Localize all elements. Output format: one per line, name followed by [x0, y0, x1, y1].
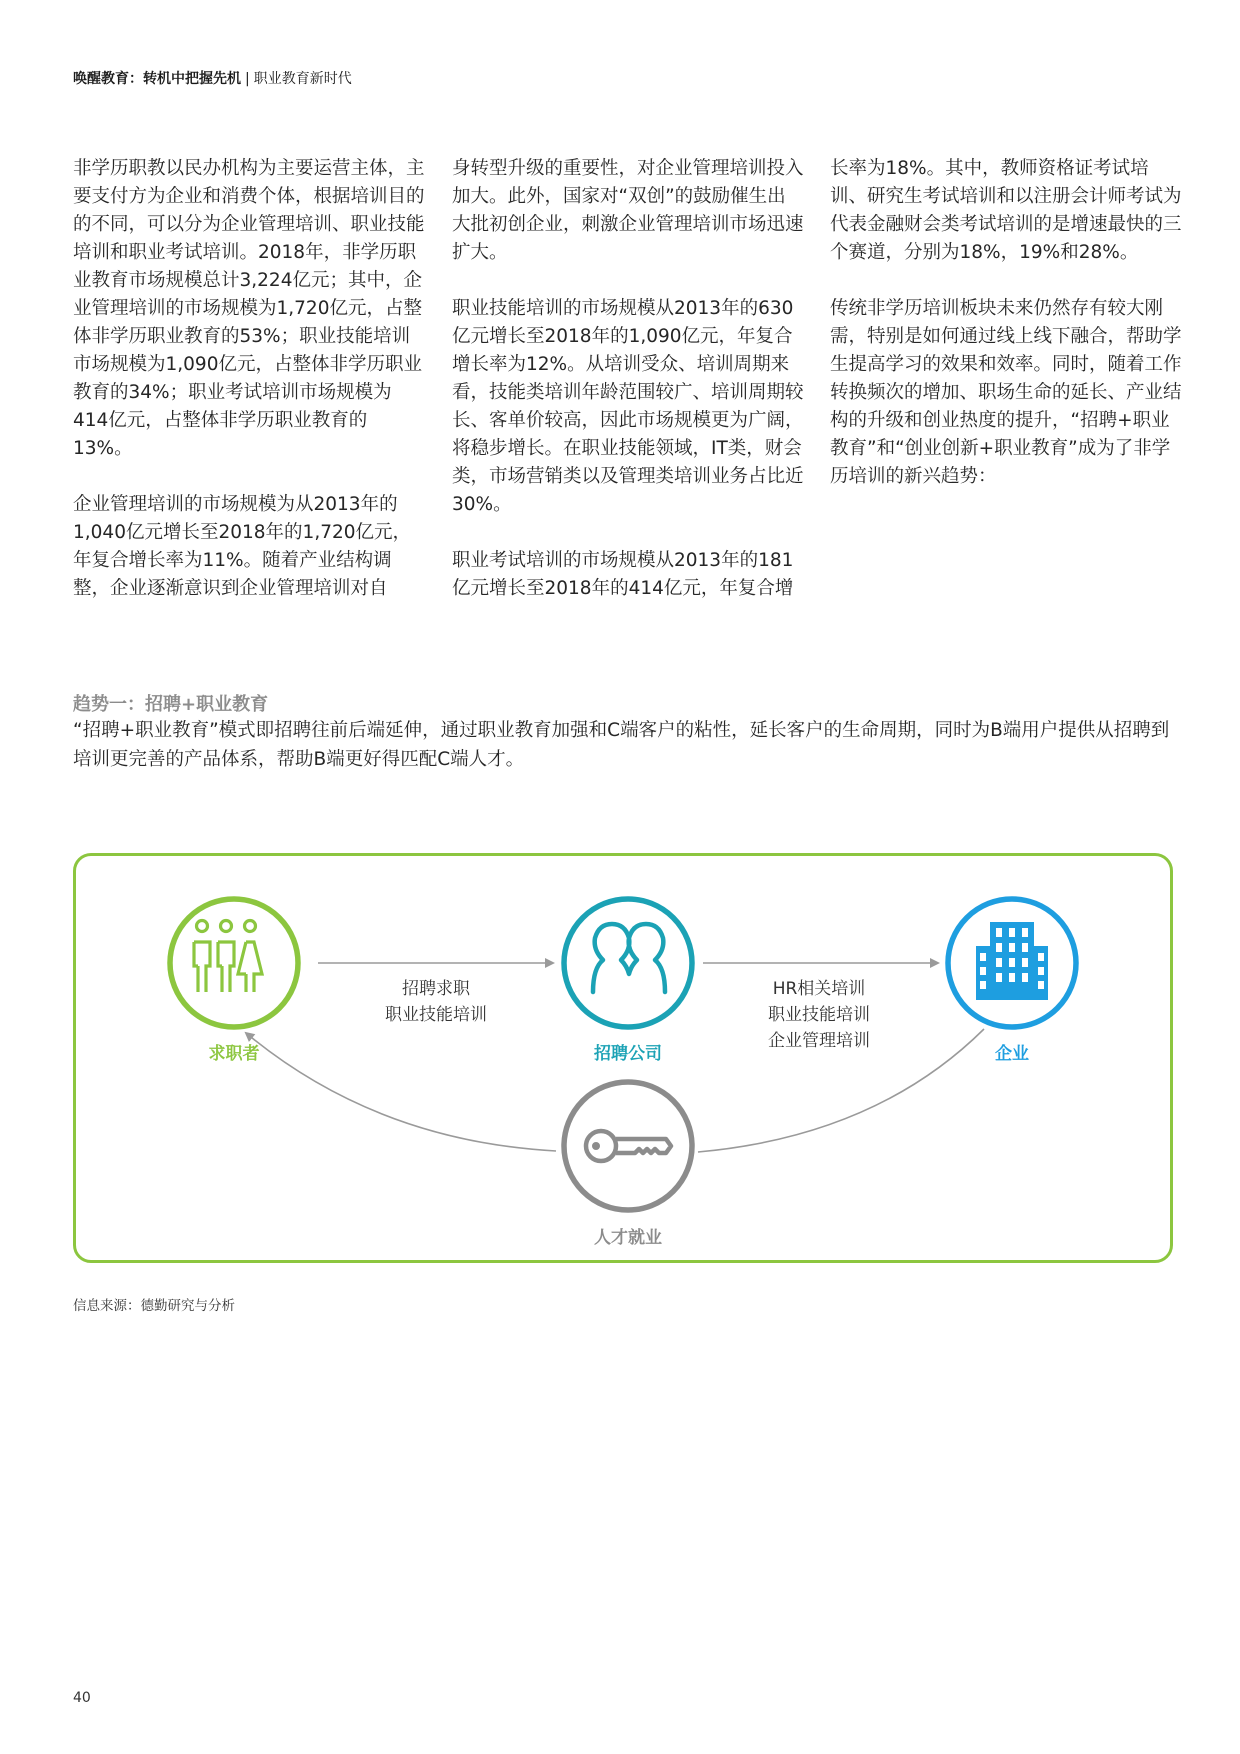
- key-icon: [564, 1082, 692, 1210]
- edge-label-line: HR相关培训: [772, 979, 866, 999]
- text-column-2: [452, 155, 804, 603]
- source-note: 信息来源：德勤研究与分析: [73, 1298, 235, 1314]
- trend-description: “招聘+职业教育”模式即招聘往前后端延伸，通过职业教育加强和C端客户的粘性，延长客户的生命周期，同时为B端用户提供从招聘到培训更完善的产品体系，帮助B端更好得匹配C端人才。: [73, 720, 1170, 770]
- node-label-job-seeker: 求职者: [208, 1044, 260, 1064]
- edge-label-line: 职业技能培训: [768, 1005, 870, 1025]
- paragraph: 传统非学历培训板块未来仍然存有较大刚需，特别是如何通过线上线下融合，帮助学生提高学习的效果和效率。同时，随着工作转换频次的增加、职场生命的延长、产业结构的升级和创业热度的提升，“招聘+职业教育”和“创业创新+职业教育”成为了非学历培训的新兴趋势：: [830, 298, 1182, 487]
- trend-title: 趋势一：招聘+职业教育: [73, 694, 269, 715]
- recruitment-education-diagram: [73, 853, 1173, 1263]
- text-column-3: [830, 155, 1182, 491]
- text-column-1: [73, 155, 425, 603]
- building-icon: [948, 899, 1076, 1027]
- edge-label-recruiter-enterprise: [719, 976, 919, 1054]
- header-subtitle: 职业教育新时代: [253, 71, 352, 87]
- edge-label-seeker-recruiter: [336, 976, 536, 1028]
- paragraph: 职业技能培训的市场规模从2013年的630亿元增长至2018年的1,090亿元，年复合增长率为12%。从培训受众、培训周期来看，技能类培训年龄范围较广、培训周期较长、客单价较高，因此市场规模更为广阔，将稳步增长。在职业技能领域，IT类，财会类，市场营销类以及管理类培训业务占比近30%。: [452, 298, 804, 515]
- paragraph: 非学历职教以民办机构为主要运营主体，主要支付方为企业和消费个体，根据培训目的的不同，可以分为企业管理培训、职业技能培训和职业考试培训。2018年，非学历职业教育市场规模总计3,224亿元；其中，企业管理培训的市场规模为1,720亿元，占整体非学历职业教育的53%；职业技能培训市场规模为1,090亿元，占整体非学历职业教育的34%；职业考试培训市场规模为414亿元，占整体非学历职业教育的13%。: [73, 158, 425, 459]
- people-outline-icon: [564, 899, 692, 1027]
- header-separator: |: [245, 71, 250, 87]
- paragraph: 企业管理培训的市场规模为从2013年的1,040亿元增长至2018年的1,720亿元，年复合增长率为11%。随着产业结构调整，企业逐渐意识到企业管理培训对自: [73, 494, 412, 599]
- edge-label-line: 招聘求职: [402, 979, 470, 999]
- edge-label-line: 企业管理培训: [768, 1031, 870, 1051]
- paragraph: 长率为18%。其中，教师资格证考试培训、研究生考试培训和以注册会计师考试为代表金融财会类考试培训的是增速最快的三个赛道，分别为18%，19%和28%。: [830, 158, 1182, 263]
- page-number: 40: [73, 1690, 91, 1706]
- header-title: 唤醒教育：转机中把握先机: [73, 71, 241, 87]
- node-label-recruiter: 招聘公司: [594, 1044, 662, 1064]
- node-label-talent: 人才就业: [594, 1228, 662, 1248]
- people-icon: [170, 899, 298, 1027]
- node-label-enterprise: 企业: [995, 1044, 1029, 1064]
- paragraph: 身转型升级的重要性，对企业管理培训投入加大。此外，国家对“双创”的鼓励催生出大批初创企业，刺激企业管理培训市场迅速扩大。: [452, 158, 804, 263]
- edge-label-line: 职业技能培训: [385, 1005, 487, 1025]
- running-header: [73, 68, 352, 88]
- paragraph: 职业考试培训的市场规模从2013年的181亿元增长至2018年的414亿元，年复合增: [452, 550, 794, 599]
